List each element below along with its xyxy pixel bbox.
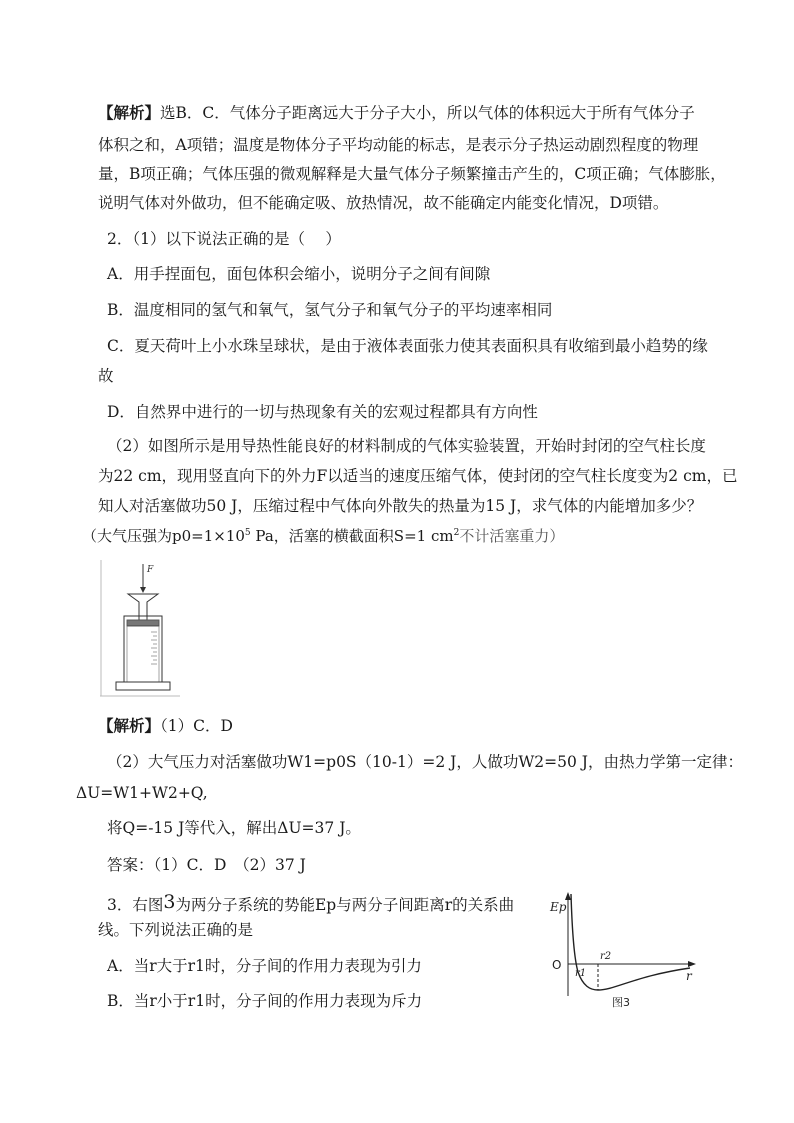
analysis2-line3: ΔU=W1+W2+Q, bbox=[76, 784, 208, 802]
analysis1-tag: 【解析】 bbox=[98, 103, 161, 122]
origin-label: O bbox=[552, 958, 562, 972]
piston bbox=[127, 594, 159, 626]
graph-caption: 图3 bbox=[612, 996, 630, 1009]
x-axis-label: r bbox=[686, 969, 692, 983]
potential-energy-graph bbox=[540, 888, 700, 1018]
q3-option-a: A．当r大于r1时，分子间的作用力表现为引力 bbox=[107, 957, 422, 975]
r1-label: r1 bbox=[575, 968, 587, 979]
q2-option-b: B．温度相同的氢气和氧气，氢气分子和氧气分子的平均速率相同 bbox=[107, 301, 553, 319]
force-arrow bbox=[140, 564, 146, 593]
answer-line: 答案：（1）C．D （2）37 J bbox=[107, 856, 306, 874]
analysis1-line1 bbox=[98, 103, 695, 123]
apparatus-base bbox=[116, 682, 170, 690]
q2-option-c-cont: 故 bbox=[98, 367, 114, 385]
q2-part2-line2: 为22 cm，现用竖直向下的外力F以适当的速度压缩气体，使封闭的空气柱长度变为2 cm，已 bbox=[98, 467, 738, 485]
gas-apparatus-figure bbox=[100, 560, 180, 700]
graph-axes bbox=[565, 892, 696, 996]
force-label: F bbox=[147, 565, 154, 575]
q3-option-b: B．当r小于r1时，分子间的作用力表现为斥力 bbox=[107, 992, 423, 1010]
q2-part2-line1: （2）如图所示是用导热性能良好的材料制成的气体实验装置，开始时封闭的空气柱长度 bbox=[107, 437, 706, 455]
analysis1-line2: 体积之和，A项错；温度是物体分子平均动能的标志，是表示分子热运动剧烈程度的物理 bbox=[98, 136, 699, 154]
analysis2-tag: 【解析】 bbox=[98, 716, 161, 735]
analysis1-line3: 量，B项正确；气体压强的微观解释是大量气体分子频繁撞击产生的，C项正确；气体膨胀， bbox=[98, 165, 726, 183]
q2-part2-note: （大气压强为$p0=1\times 10^5$ Pa，活塞的横截面积S=1 $cm^2$不计活塞重力） bbox=[82, 527, 565, 545]
q2-option-a: A．用手捏面包，面包体积会缩小，说明分子之间有间隙 bbox=[107, 265, 491, 283]
q2-option-c: C．夏天荷叶上小水珠呈球状，是由于液体表面张力使其表面积具有收缩到最小趋势的缘 bbox=[107, 337, 708, 355]
q2-stem: 2．（1）以下说法正确的是（ ） bbox=[107, 230, 341, 248]
analysis2-line2: （2）大气压力对活塞做功W1=p0S（10-1）=2 J，人做功W2=50 J，由热力学第一定律： bbox=[107, 753, 744, 771]
ep-curve bbox=[571, 894, 690, 990]
q2-option-d: D．自然界中进行的一切与热现象有关的宏观过程都具有方向性 bbox=[107, 403, 538, 421]
analysis1-line4: 说明气体对外做功，但不能确定吸、放热情况，故不能确定内能变化情况，D项错。 bbox=[98, 194, 669, 212]
analysis1-text-1: 选B．C．气体分子距离远大于分子大小，所以气体的体积远大于所有气体分子 bbox=[160, 104, 695, 122]
analysis2-line4: 将Q=-15 J等代入，解出ΔU=37 J。 bbox=[107, 819, 361, 837]
analysis2-line1: 【解析】（1）C．D bbox=[98, 716, 233, 735]
q3-line2: 线。下列说法正确的是 bbox=[98, 921, 254, 939]
q2-part2-line3: 知人对活塞做功50 J，压缩过程中气体向外散失的热量为15 J，求气体的内能增加多少？ bbox=[98, 497, 703, 515]
y-axis-label: Ep bbox=[550, 900, 567, 914]
q3-stem: 3．右图3为两分子系统的势能Ep与两分子间距离r的关系曲 bbox=[107, 891, 515, 914]
r2-label: r2 bbox=[600, 951, 612, 962]
